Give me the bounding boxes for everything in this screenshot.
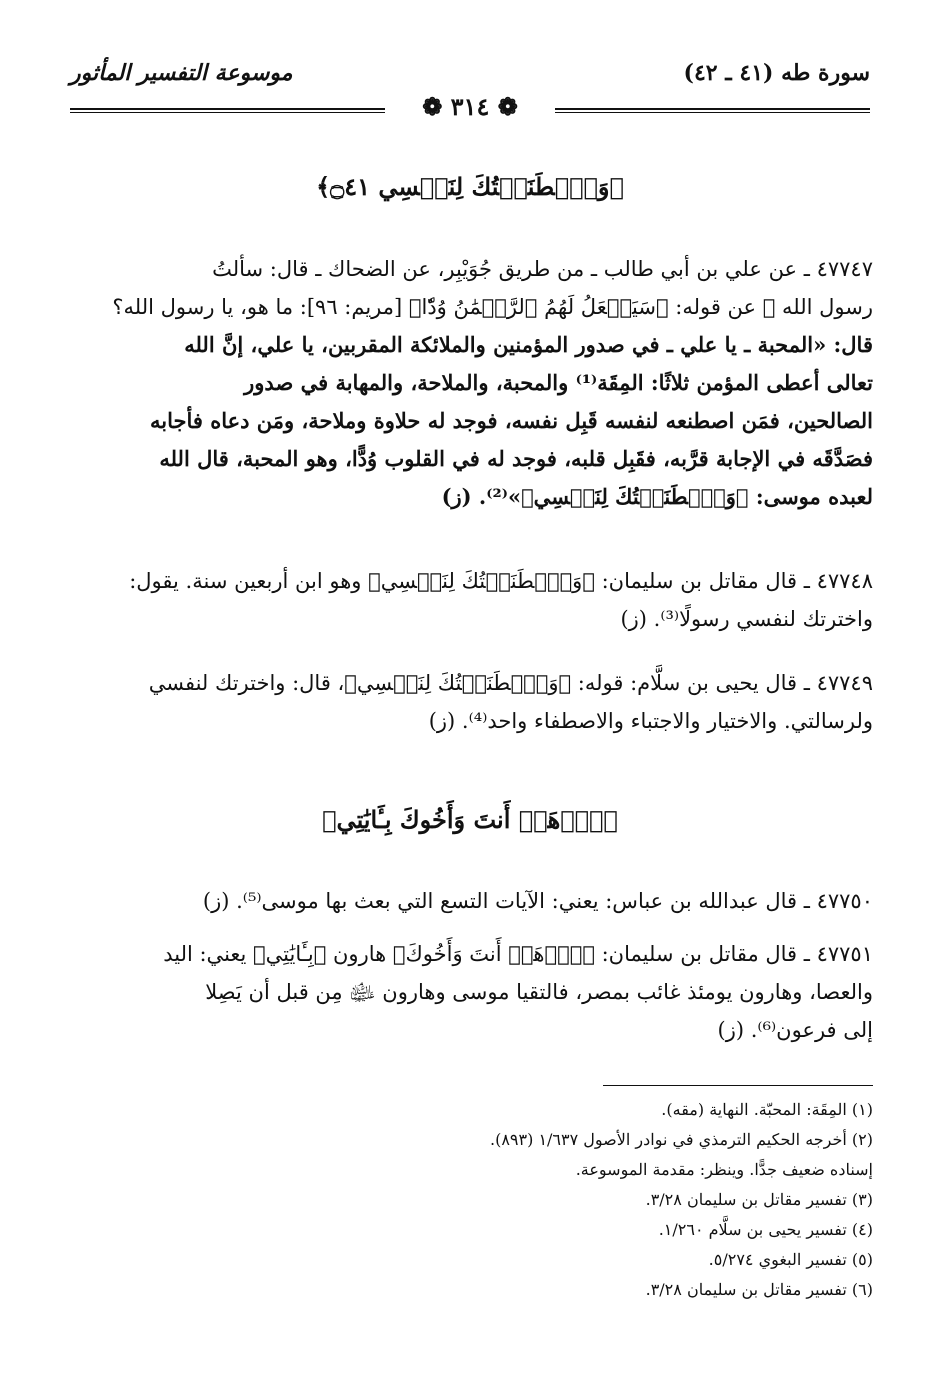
book-title: موسوعة التفسير المأثور xyxy=(70,60,293,86)
entry-line: رسول الله ﷺ عن قوله: ﴿سَيَجۡعَلُ لَهُمُ ٱلرَّحۡمَٰنُ وُدّٗا﴾ [مريم: ٩٦]: ما هو، يا رسول الله؟ xyxy=(112,295,873,319)
footnotes xyxy=(73,1095,873,1305)
entry-line: إلى فرعون⁽⁶⁾. (ز) xyxy=(717,1018,873,1042)
rule-right-thin xyxy=(555,112,870,113)
ayah-heading-1: ﴿وَٱصۡطَنَعۡتُكَ لِنَفۡسِي ۝٤١﴾ xyxy=(316,172,624,201)
page-number-text: ٣١٤ xyxy=(450,92,490,121)
entry-line: الصالحين، فمَن اصطنعه لنفسه قَبِل نفسه، فوجد له حلاوة وملاحة، ومَن دعاه فأجابه xyxy=(149,408,873,433)
footnote: (٢) أخرجه الحكيم الترمذي في نوادر الأصول ١/٦٣٧ (٨٩٣). xyxy=(490,1130,873,1149)
entry-47748 xyxy=(68,562,873,638)
entry-line: ٤٧٧٤٧ ـ عن علي بن أبي طالب ـ من طريق جُوَيْبِر، عن الضحاك ـ قال: سألتُ xyxy=(212,257,873,281)
header-rule xyxy=(70,92,870,121)
entry-line: ٤٧٧٥٠ ـ قال عبدالله بن عباس: يعني: الآيات التسع التي بعث بها موسى⁽⁵⁾. (ز) xyxy=(202,889,873,913)
entry-line: قال: «المحبة ـ يا علي ـ في صدور المؤمنين والملائكة المقربين، يا علي، إنَّ الله xyxy=(184,332,873,357)
entry-line: فصَدَّقَه في الإجابة قرَّبه، فقَبِل قلبه، فوجد له في القلوب وُدًّا، وهو المحبة، قال الله xyxy=(159,446,873,471)
footnote: (٦) تفسير مقاتل بن سليمان ٣/٢٨. xyxy=(645,1280,873,1299)
footnote: (٣) تفسير مقاتل بن سليمان ٣/٢٨. xyxy=(645,1190,873,1209)
footnote-rule xyxy=(603,1085,873,1086)
rule-left xyxy=(70,108,385,110)
footnote: (٥) تفسير البغوي ٥/٢٧٤. xyxy=(708,1250,873,1269)
entry-47750 xyxy=(68,882,873,920)
entry-47747 xyxy=(68,250,873,516)
footnote: (٤) تفسير يحيى بن سلَّام ١/٢٦٠. xyxy=(658,1220,873,1239)
entry-line: ٤٧٧٤٨ ـ قال مقاتل بن سليمان: ﴿وَٱصۡطَنَعۡتُكَ لِنَفۡسِي﴾ وهو ابن أربعين سنة. يقول: xyxy=(129,569,873,593)
rule-right xyxy=(555,108,870,110)
ayah-heading-2: ﴿ٱذۡهَبۡ أَنتَ وَأَخُوكَ بِـَٔايَٰتِي﴾ xyxy=(322,805,618,834)
surah-title: سورة طه (٤١ ـ ٤٢) xyxy=(683,60,870,86)
ornament-icon: ❁ xyxy=(422,92,443,121)
ornament-icon: ❁ xyxy=(497,92,518,121)
entry-line: لعبده موسى: ﴿وَٱصۡطَنَعۡتُكَ لِنَفۡسِي﴾»⁽²⁾. (ز) xyxy=(441,484,873,509)
footnote: (١) المِقَة: المحبّة. النهاية (مقه). xyxy=(661,1100,873,1119)
entry-line: واخترتك لنفسي رسولًا⁽³⁾. (ز) xyxy=(620,607,873,631)
entry-line: ولرسالتي. والاختيار والاجتباء والاصطفاء واحد⁽⁴⁾. (ز) xyxy=(428,709,873,733)
entry-line: والعصا، وهارون يومئذ غائب بمصر، فالتقيا موسى وهارون ﵉ مِن قبل أن يَصِلا xyxy=(205,980,873,1004)
entry-47751 xyxy=(68,935,873,1049)
entry-line: تعالى أعطى المؤمن ثلاثًا: المِقَة⁽¹⁾ والمحبة، والملاحة، والمهابة في صدور xyxy=(244,370,873,395)
entry-line: ٤٧٧٥١ ـ قال مقاتل بن سليمان: ﴿ٱذۡهَبۡ أَنتَ وَأَخُوكَ﴾ هارون ﴿بِـَٔايَٰتِي﴾ يعني: اليد xyxy=(163,942,873,966)
rule-left-thin xyxy=(70,112,385,113)
page-number xyxy=(400,92,540,121)
entry-47749 xyxy=(68,664,873,740)
footnote: إسناده ضعيف جدًّا. وينظر: مقدمة الموسوعة. xyxy=(575,1160,873,1179)
entry-line: ٤٧٧٤٩ ـ قال يحيى بن سلَّام: قوله: ﴿وَٱصۡطَنَعۡتُكَ لِنَفۡسِي﴾، قال: واخترتك لنفسي xyxy=(148,671,873,695)
